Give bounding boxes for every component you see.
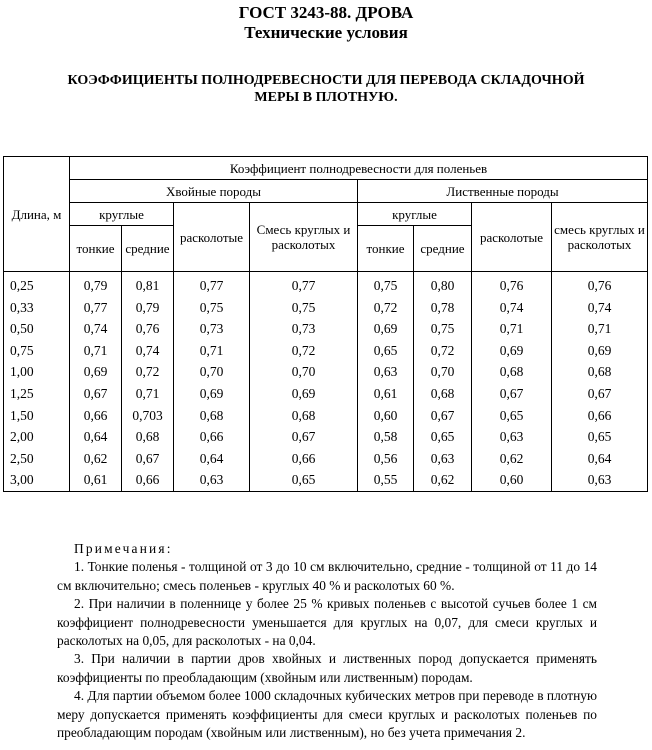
cell-coefficient: 0,65 [358,340,414,362]
cell-coefficient: 0,68 [174,405,250,427]
notes-heading: Примечания: [74,541,173,556]
header-length: Длина, м [4,157,70,272]
cell-coefficient: 0,71 [472,318,552,340]
cell-coefficient: 0,74 [70,318,122,340]
header-coniferous-mix: Смесь круглых и расколотых [250,203,358,272]
cell-coefficient: 0,62 [472,448,552,470]
cell-coefficient: 0,67 [122,448,174,470]
header-deciduous-mix: смесь круглых и расколотых [552,203,648,272]
cell-coefficient: 0,73 [250,318,358,340]
cell-coefficient: 0,69 [472,340,552,362]
cell-coefficient: 0,64 [70,426,122,448]
cell-coefficient: 0,67 [472,383,552,405]
cell-coefficient: 0,65 [472,405,552,427]
cell-length: 0,25 [4,272,70,297]
cell-coefficient: 0,69 [552,340,648,362]
cell-length: 1,00 [4,361,70,383]
cell-coefficient: 0,77 [250,272,358,297]
table-heading-line-1: КОЭФФИЦИЕНТЫ ПОЛНОДРЕВЕСНОСТИ ДЛЯ ПЕРЕВОДА СКЛАДОЧНОЙ [67,73,585,88]
cell-coefficient: 0,76 [472,272,552,297]
header-coniferous-round: круглые [70,203,174,226]
cell-coefficient: 0,66 [250,448,358,470]
cell-coefficient: 0,56 [358,448,414,470]
cell-coefficient: 0,72 [414,340,472,362]
cell-coefficient: 0,79 [122,297,174,319]
table-row [4,340,648,362]
cell-coefficient: 0,70 [250,361,358,383]
cell-coefficient: 0,62 [70,448,122,470]
cell-coefficient: 0,72 [122,361,174,383]
header-deciduous-split: расколотые [472,203,552,272]
cell-coefficient: 0,66 [174,426,250,448]
cell-coefficient: 0,71 [70,340,122,362]
cell-coefficient: 0,55 [358,469,414,491]
cell-coefficient: 0,77 [70,297,122,319]
document-title: ГОСТ 3243-88. ДРОВА [238,3,414,22]
cell-coefficient: 0,78 [414,297,472,319]
cell-coefficient: 0,65 [552,426,648,448]
header-deciduous-medium: средние [414,226,472,272]
cell-coefficient: 0,75 [250,297,358,319]
table-row [4,318,648,340]
cell-coefficient: 0,77 [174,272,250,297]
cell-coefficient: 0,76 [122,318,174,340]
cell-coefficient: 0,75 [414,318,472,340]
table-heading [40,72,612,106]
cell-coefficient: 0,63 [414,448,472,470]
cell-coefficient: 0,63 [174,469,250,491]
cell-coefficient: 0,74 [122,340,174,362]
coefficient-table [3,156,648,492]
cell-coefficient: 0,68 [122,426,174,448]
cell-coefficient: 0,71 [122,383,174,405]
header-coniferous-thin: тонкие [70,226,122,272]
table-row [4,297,648,319]
table-row [4,426,648,448]
cell-coefficient: 0,63 [472,426,552,448]
cell-length: 0,50 [4,318,70,340]
header-deciduous-thin: тонкие [358,226,414,272]
notes [57,540,597,742]
cell-length: 1,25 [4,383,70,405]
cell-coefficient: 0,81 [122,272,174,297]
cell-coefficient: 0,62 [414,469,472,491]
cell-coefficient: 0,68 [552,361,648,383]
cell-coefficient: 0,74 [472,297,552,319]
cell-coefficient: 0,67 [250,426,358,448]
cell-coefficient: 0,64 [552,448,648,470]
table-row [4,448,648,470]
cell-coefficient: 0,68 [250,405,358,427]
cell-coefficient: 0,63 [358,361,414,383]
cell-coefficient: 0,61 [358,383,414,405]
cell-coefficient: 0,60 [358,405,414,427]
header-coefficient-group: Коэффициент полнодревесности для поленьев [70,157,648,180]
table-row [4,383,648,405]
cell-coefficient: 0,68 [472,361,552,383]
cell-length: 3,00 [4,469,70,491]
header-coniferous: Хвойные породы [70,180,358,203]
cell-coefficient: 0,65 [250,469,358,491]
cell-coefficient: 0,63 [552,469,648,491]
cell-length: 0,33 [4,297,70,319]
table-row [4,405,648,427]
cell-coefficient: 0,72 [250,340,358,362]
cell-coefficient: 0,71 [552,318,648,340]
table-row [4,272,648,297]
table-row [4,361,648,383]
table-row [4,469,648,491]
cell-coefficient: 0,58 [358,426,414,448]
cell-length: 2,00 [4,426,70,448]
header-deciduous-round: круглые [358,203,472,226]
cell-coefficient: 0,69 [250,383,358,405]
cell-coefficient: 0,67 [70,383,122,405]
cell-length: 0,75 [4,340,70,362]
header-deciduous: Лиственные породы [358,180,648,203]
cell-coefficient: 0,71 [174,340,250,362]
cell-coefficient: 0,70 [414,361,472,383]
cell-coefficient: 0,69 [70,361,122,383]
cell-coefficient: 0,67 [414,405,472,427]
cell-coefficient: 0,75 [174,297,250,319]
cell-coefficient: 0,74 [552,297,648,319]
cell-coefficient: 0,66 [122,469,174,491]
header-coniferous-medium: средние [122,226,174,272]
cell-coefficient: 0,79 [70,272,122,297]
document-subtitle: Технические условия [244,23,408,42]
cell-coefficient: 0,61 [70,469,122,491]
note-1: 1. Тонкие поленья - толщиной от 3 до 10 см включительно, средние - толщиной от 11 до 14 см включительно; смесь поленьев - круглых 40 % и расколотых 60 %. [57,559,597,593]
cell-length: 2,50 [4,448,70,470]
cell-coefficient: 0,703 [122,405,174,427]
cell-coefficient: 0,66 [70,405,122,427]
note-4: 4. Для партии объемом более 1000 складочных кубических метров при переводе в плотную меру допускается применять коэффициенты для смеси круглых и расколотых поленьев по преобладающим породам (хвойным или лиственным), но без учета примечания 2. [57,688,597,741]
cell-coefficient: 0,68 [414,383,472,405]
cell-coefficient: 0,67 [552,383,648,405]
cell-length: 1,50 [4,405,70,427]
header-coniferous-split: расколотые [174,203,250,272]
note-2: 2. При наличии в поленнице у более 25 % кривых поленьев с высотой сучьев более 1 см коэффициент полнодревесности уменьшается для круглых на 0,07, для смеси круглых и расколотых на 0,05, для расколотых - на 0,04. [57,596,597,649]
cell-coefficient: 0,65 [414,426,472,448]
cell-coefficient: 0,60 [472,469,552,491]
cell-coefficient: 0,69 [358,318,414,340]
note-3: 3. При наличии в партии дров хвойных и лиственных пород допускается применять коэффициенты по преобладающим (хвойным или лиственным) породам. [57,651,597,685]
cell-coefficient: 0,64 [174,448,250,470]
cell-coefficient: 0,72 [358,297,414,319]
cell-coefficient: 0,73 [174,318,250,340]
cell-coefficient: 0,69 [174,383,250,405]
cell-coefficient: 0,75 [358,272,414,297]
table-heading-line-2: МЕРЫ В ПЛОТНУЮ. [254,90,398,105]
cell-coefficient: 0,70 [174,361,250,383]
cell-coefficient: 0,76 [552,272,648,297]
cell-coefficient: 0,66 [552,405,648,427]
cell-coefficient: 0,80 [414,272,472,297]
